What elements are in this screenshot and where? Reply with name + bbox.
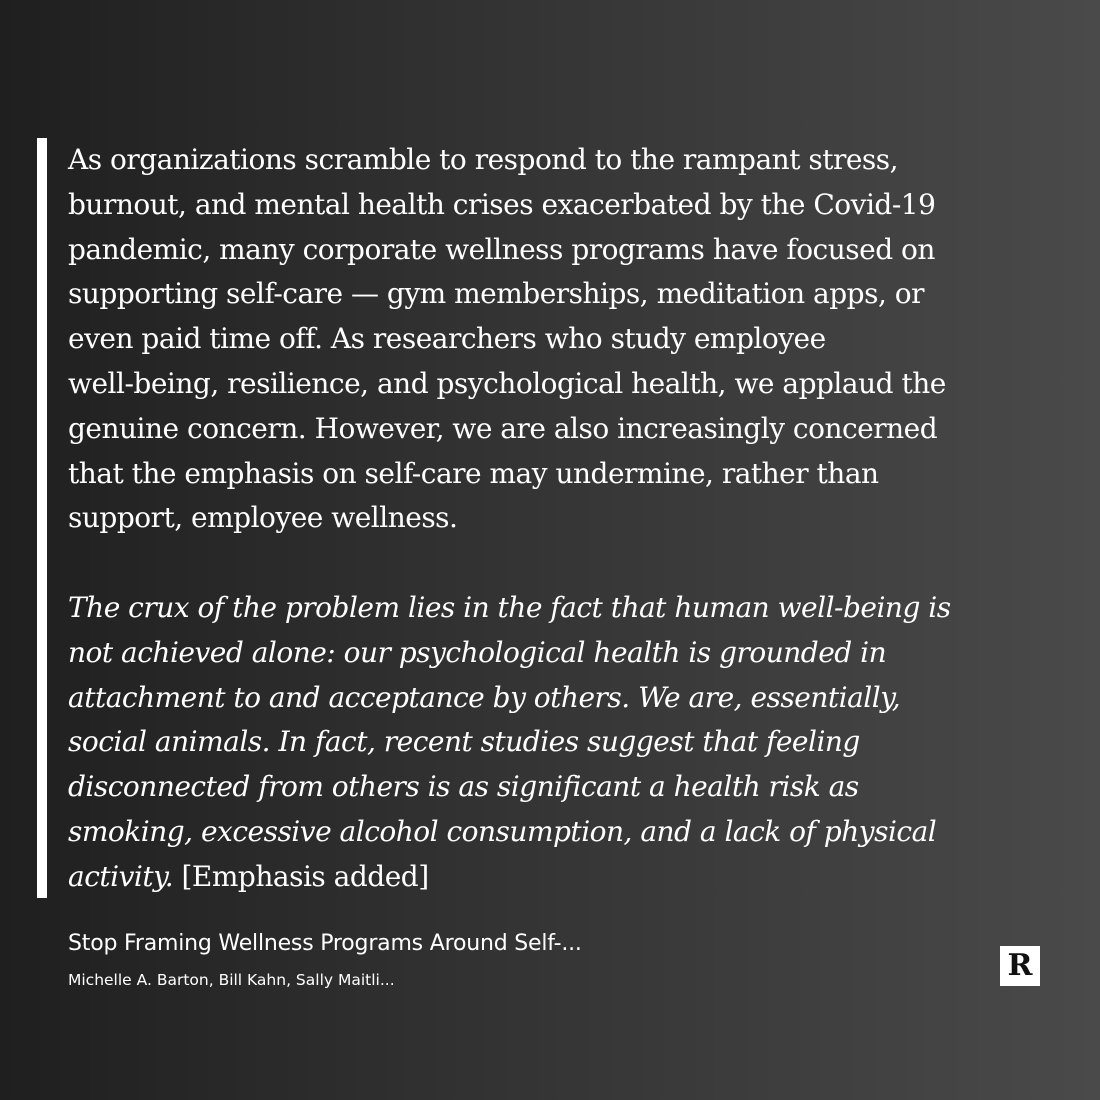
logo-letter: R [1007, 948, 1033, 983]
quote-line: attachment to and acceptance by others. We are, essentially, [68, 680, 901, 714]
quote-line: supporting self-care — gym memberships, meditation apps, or [68, 277, 924, 311]
quote-line: social animals. In fact, recent studies suggest that feeling [68, 725, 860, 759]
quote-line: disconnected from others is as significant a health risk as [68, 770, 859, 804]
quote-paragraph-1 [68, 138, 1068, 541]
source-authors: Michelle A. Barton, Bill Kahn, Sally Maitli... [68, 971, 395, 989]
emphasis-note: [Emphasis added] [173, 859, 429, 893]
quote-line: support, employee wellness. [68, 501, 458, 535]
quote-bar [37, 138, 47, 898]
quote-line: As organizations scramble to respond to the rampant stress, [68, 143, 899, 176]
quote-line: well-being, resilience, and psychological health, we applaud the [68, 366, 946, 400]
quote-line: pandemic, many corporate wellness programs have focused on [68, 232, 935, 266]
quote-line: that the emphasis on self-care may undermine, rather than [68, 456, 879, 490]
quote-line-last [68, 855, 1068, 900]
source-title[interactable]: Stop Framing Wellness Programs Around Self-... [68, 931, 582, 956]
quote-line: burnout, and mental health crises exacerbated by the Covid-19 [68, 187, 936, 221]
quote-line-italic: activity. [68, 859, 174, 893]
highlight-quote [68, 138, 1068, 900]
quote-line: The crux of the problem lies in the fact that human well-being is [68, 590, 951, 624]
quote-line: not achieved alone: our psychological health is grounded in [68, 635, 887, 669]
readwise-logo-icon [1000, 946, 1040, 986]
quote-line: genuine concern. However, we are also increasingly concerned [68, 411, 938, 445]
quote-paragraph-2 [68, 586, 1068, 900]
quote-line: even paid time off. As researchers who study employee [68, 322, 826, 356]
quote-line: smoking, excessive alcohol consumption, and a lack of physical [68, 814, 937, 848]
